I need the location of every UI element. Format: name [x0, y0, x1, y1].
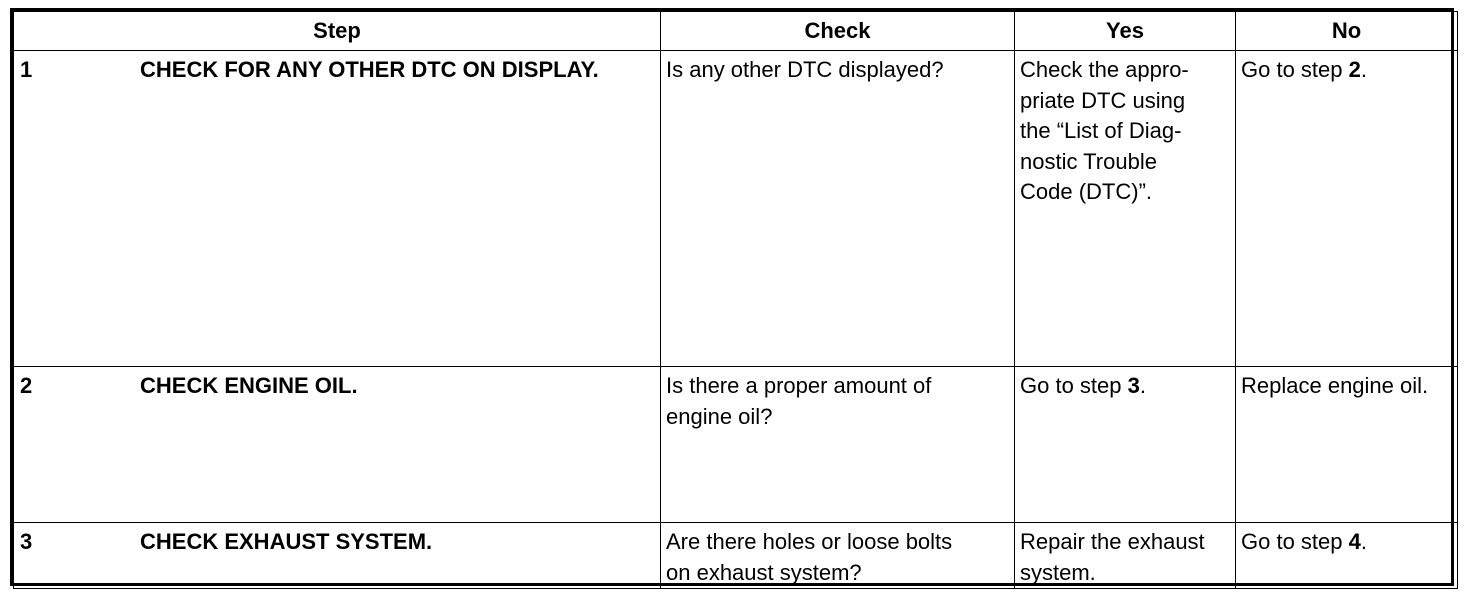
no-step-ref: 4	[1348, 529, 1361, 554]
step-cell	[14, 367, 661, 523]
yes-text-line: Repair the exhaust	[1020, 529, 1205, 554]
step-number: 1	[20, 57, 33, 82]
yes-text-line: Code (DTC)”.	[1020, 179, 1153, 204]
yes-step-ref: 3	[1127, 373, 1140, 398]
header-yes: Yes	[1015, 12, 1236, 51]
step-cell	[14, 523, 661, 589]
check-cell	[661, 51, 1015, 367]
check-cell	[661, 523, 1015, 589]
diagnostic-table-frame	[10, 8, 1454, 586]
yes-cell	[1015, 51, 1236, 367]
yes-text-line: Check the appro-	[1020, 57, 1189, 82]
step-title: CHECK ENGINE OIL.	[140, 373, 358, 398]
check-text: Is any other DTC displayed?	[666, 57, 944, 82]
step-number: 3	[20, 529, 33, 554]
step-title: CHECK EXHAUST SYSTEM.	[140, 529, 433, 554]
yes-text: Go to step	[1020, 373, 1128, 398]
yes-text-line: nostic Trouble	[1020, 148, 1157, 174]
table-row	[14, 523, 1458, 589]
header-no: No	[1236, 12, 1458, 51]
diagnostic-table	[13, 11, 1458, 589]
header-check: Check	[661, 12, 1015, 51]
no-step-ref: 2	[1348, 57, 1361, 82]
step-cell	[14, 51, 661, 367]
check-text-line: Is there a proper amount of	[666, 373, 932, 398]
check-cell	[661, 367, 1015, 523]
table-row	[14, 367, 1458, 523]
no-text: Go to step	[1241, 529, 1349, 554]
table-row	[14, 51, 1458, 367]
yes-text-line: the “List of Diag-	[1020, 118, 1182, 143]
no-text-suffix: .	[1360, 529, 1367, 554]
yes-cell	[1015, 367, 1236, 523]
check-text-line: engine oil?	[666, 403, 773, 429]
no-text: Go to step	[1241, 57, 1349, 82]
yes-text-line: priate DTC using	[1020, 87, 1186, 113]
yes-text-line: system.	[1020, 559, 1096, 585]
no-cell	[1236, 523, 1458, 589]
no-cell	[1236, 367, 1458, 523]
step-number: 2	[20, 373, 33, 398]
header-step: Step	[14, 12, 661, 51]
yes-cell	[1015, 523, 1236, 589]
table-header-row	[14, 12, 1458, 51]
no-text-suffix: .	[1360, 57, 1367, 82]
step-title: CHECK FOR ANY OTHER DTC ON DISPLAY.	[140, 57, 599, 82]
yes-text-suffix: .	[1139, 373, 1146, 398]
check-text-line: Are there holes or loose bolts	[666, 529, 953, 554]
no-text: Replace engine oil.	[1241, 373, 1429, 398]
check-text-line: on exhaust system?	[666, 559, 862, 585]
no-cell	[1236, 51, 1458, 367]
